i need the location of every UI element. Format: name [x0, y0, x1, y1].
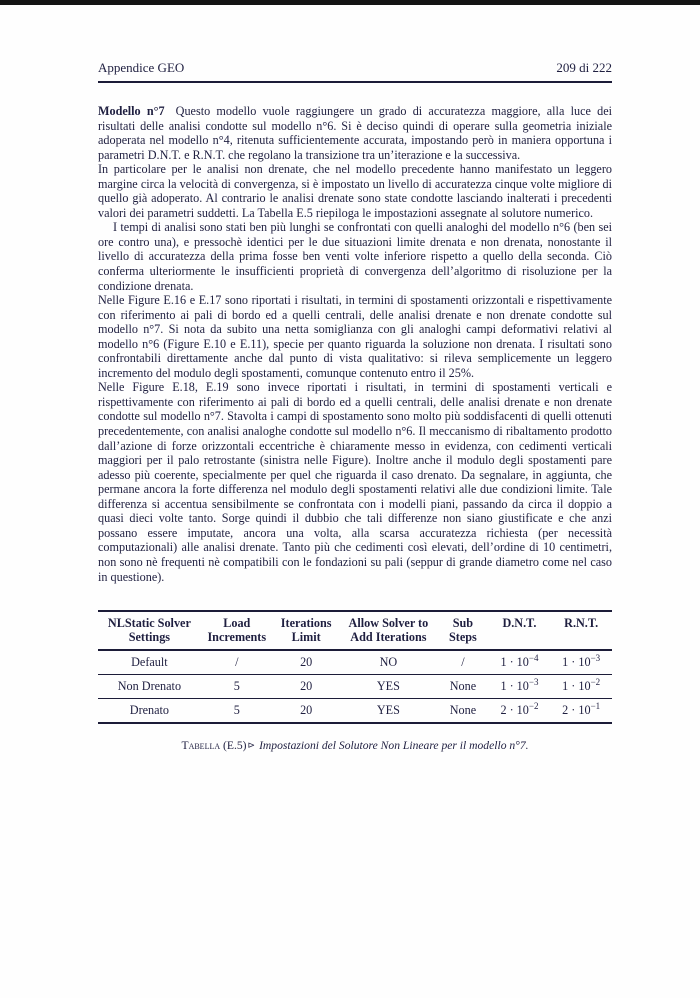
cell-load: 5 [233, 703, 240, 718]
header-page-number: 209 di 222 [556, 60, 612, 75]
paragraph-text: Questo modello vuole raggiungere un grado di accuratezza maggiore, alla luce dei risultati delle analisi condotte sul modello n°6. Si è deciso quindi di operare sulla geometria iniziale adoperata nel modello n°4, ritenuta sufficientemente accurata, impostando però in maniera opportuna i parametri D.N.T. e R.N.T. che regolano la transizione tra un’iterazione e la successiva. [98, 104, 613, 162]
paragraph-tempi-di-analisi: I tempi di analisi sono stati ben più lunghi se confrontati con quelli analoghi del modello n°6 (ben sei ore contro una), e pressochè identici per le due situazioni limite drenata e non drenata, nonostante il livello di accuratezza della prima fosse ben venti volte inferiore rispetto a quello della seconda. Ciò conferma ulteriormente le insufficienti proprietà di convergenza dell’algoritmo di risoluzione per la condizione drenata. [98, 220, 612, 293]
paragraph-lead: Modello n°7 [98, 104, 165, 118]
paragraph-analisi-non-drenate: In particolare per le analisi non drenate, che nel modello precedente hanno manifestato un leggero margine circa la velocità di convergenza, si è impostato un livello di accuratezza cinque volte migliore di quello già adoperato. Al contrario le analisi drenate sono state condotte lasciando inalterati i precedenti valori dei parametri suddetti. La Tabella E.5 riepiloga le impostazioni assegnate al solutore numerico. [98, 162, 612, 220]
col-header-sub-steps: Sub Steps [437, 611, 488, 650]
paragraph-figure-e16-e17: Nelle Figure E.16 e E.17 sono riportati i risultati, in termini di spostamenti orizzontali e rispettivamente con riferimento ai pali di bordo ed a quelli centrali, delle analisi drenate e non drenate condotte sul modello n°7. Si nota da subito una netta somiglianza con gli analoghi campi deformativi relativi al modello n°6 (Figure E.10 e E.11), specie per quanto riguarda la soluzione non drenata. I risultati sono confrontabili direttamente anche dal punto di vista qualitativo: si rileva semplicemente un leggero incremento del modulo degli spostamenti, comunque contenuto entro il 25%. [98, 293, 612, 380]
body-text [98, 104, 612, 584]
cell-setting: Default [98, 650, 201, 675]
cell-allow: YES [340, 675, 438, 699]
cell-load: 5 [201, 675, 273, 699]
caption-label: Tabella (E.5) [181, 739, 247, 753]
header-section-title: Appendice GEO [98, 60, 185, 75]
cell-rnt: $2 \cdot 10^{-1}$ [562, 700, 601, 718]
cell-iterations: 20 [273, 650, 340, 675]
cell-allow: NO [340, 650, 438, 675]
col-header-dnt: D.N.T. [489, 611, 551, 650]
table-row-drenato [98, 699, 612, 724]
cell-setting: Drenato [129, 703, 170, 718]
paragraph-figure-e18-e19: Nelle Figure E.18, E.19 sono invece riportati i risultati, in termini di spostamenti verticali e rispettivamente con riferimento ai pali di bordo ed a quelli centrali, delle analisi drenate e non drenate condotte sul modello n°7. Stavolta i campi di spostamento sono molto più soddisfacenti di quelli ottenuti precedentemente, con analisi analoghe condotte sul modello n°6. Il meccanismo di ribaltamento prodotto dall’azione di forze orizzontali eccentriche è chiaramente messo in evidenza, con cedimenti verticali maggiori per il palo retrostante (sinistra nelle Figure). Inoltre anche il modulo degli spostamenti pare adesso più coerente, specialmente per quel che riguarda il caso drenato. Da segnalare, in aggiunta, che permane ancora la forte differenza nel modulo degli spostamenti relativi alle due condizioni limite. Tale differenza si accentua sensibilmente se confrontata con i modelli piani, passando da circa il doppio a quasi dieci volte tanto. Sorge quindi il dubbio che tali differenze non siano giustificate e che anzi possano essere imputate, ancora una volta, alla scarsa accuratezza richiesta (per necessità computazionali) alle analisi drenate. Tanto più che cedimenti così elevati, dell’ordine di 10 centimetri, non sono nè frequenti nè compatibili con le fondazioni su pali (seppur di grande diametro come nel caso in questione). [98, 380, 612, 584]
table-row-non-drenato [98, 675, 612, 699]
cell-setting: Non Drenato [98, 675, 201, 699]
cell-iterations: 20 [273, 675, 340, 699]
col-header-allow-solver: Allow Solver to Add Iterations [340, 611, 438, 650]
cell-load: / [201, 650, 273, 675]
cell-dnt: $2 \cdot 10^{-2}$ [500, 700, 539, 718]
cell-dnt: $1 \cdot 10^{-4}$ [489, 650, 551, 675]
cell-substeps: / [437, 650, 488, 675]
table-row-default [98, 650, 612, 675]
paragraph-modello-n7 [98, 104, 612, 162]
document-page [0, 5, 700, 998]
running-header [98, 60, 612, 83]
col-header-load-increments: Load Increments [201, 611, 273, 650]
col-header-iterations-limit: Iterations Limit [273, 611, 340, 650]
cell-allow: YES [376, 703, 400, 718]
cell-rnt: $1 \cdot 10^{-2}$ [550, 675, 612, 699]
page-content [98, 60, 612, 752]
col-header-rnt: R.N.T. [550, 611, 612, 650]
cell-rnt: $1 \cdot 10^{-3}$ [550, 650, 612, 675]
caption-triangle-icon: ⊳ [247, 740, 256, 751]
cell-substeps: None [449, 703, 477, 718]
col-header-settings: NLStatic Solver Settings [98, 611, 201, 650]
table-caption [98, 739, 612, 752]
solver-settings-table-wrap [98, 610, 612, 724]
cell-iterations: 20 [300, 703, 313, 718]
cell-dnt: $1 \cdot 10^{-3}$ [489, 675, 551, 699]
caption-text: Impostazioni del Solutore Non Lineare per il modello n°7. [259, 739, 529, 753]
table-header-row [98, 611, 612, 650]
cell-substeps: None [437, 675, 488, 699]
solver-settings-table [98, 610, 612, 724]
